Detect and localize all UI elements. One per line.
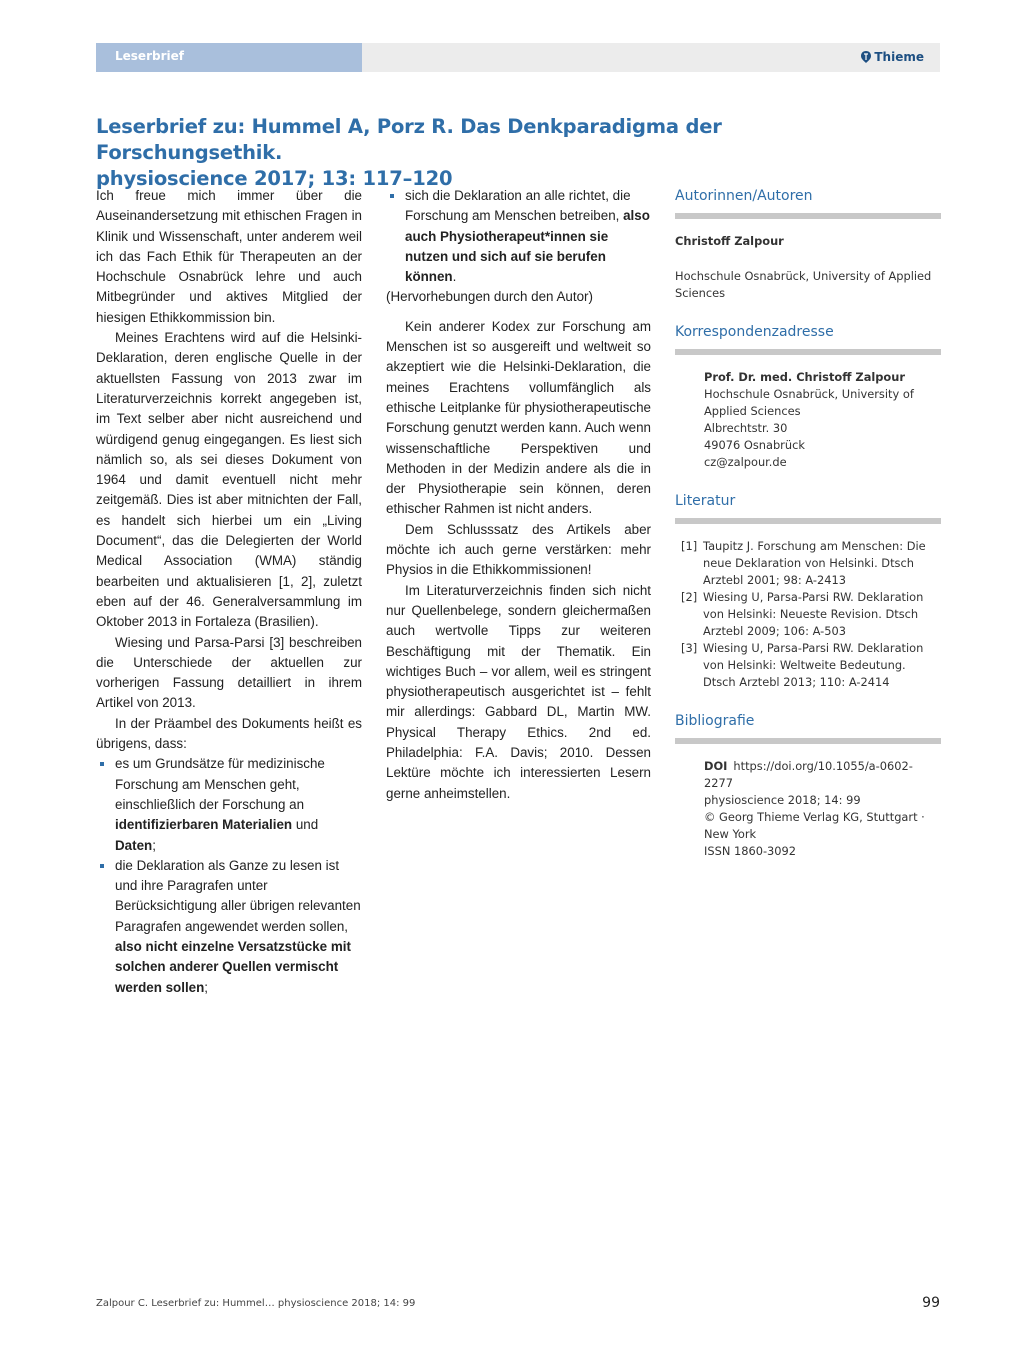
divider <box>675 213 941 219</box>
reference-item: [3] Wiesing U, Parsa-Parsi RW. Deklaration von Helsinki: Weltweite Bedeutung. Dtsch Arztebl 2013; 110: A-2414 <box>681 641 924 689</box>
paragraph-5: Kein anderer Kodex zur Forschung am Menschen ist so ausgereift und weltweit so akzeptiert wie die Helsinki-Deklaration, die meines Erachtens vollumfänglich als ethische Leitplanke für physiotherapeutische Forschung genutzt werden kann. Auch wenn wissenschaftliche Perspektiven und Methoden in der Medizin andere als die in der Physiotherapie sein können, deren ethischer Rahmen ist nicht anders. <box>386 318 651 517</box>
bib-journal: physioscience 2018; 14: 99 <box>704 793 861 807</box>
reference-item: [1] Taupitz J. Forschung am Menschen: Die neue Deklaration von Helsinki. Dtsch Arztebl 2001; 98: A-2413 <box>681 539 926 587</box>
bibliography-heading: Bibliografie <box>675 713 755 729</box>
list-item: die Deklaration als Ganze zu lesen ist und ihre Paragrafen unter Berücksichtigung aller übrigen relevanten Paragrafen angewendet werden sollen, also nicht einzelne Versatzstücke mit solchen anderer Quellen vermischt werden sollen; <box>96 856 362 998</box>
body-column-1 <box>96 186 362 998</box>
author-name: Christoff Zalpour <box>675 234 784 248</box>
thieme-logo-icon <box>861 51 871 63</box>
bibliography <box>675 758 941 860</box>
divider <box>675 349 941 355</box>
page-number: 99 <box>922 1295 940 1311</box>
title-line-1: Leserbrief zu: Hummel A, Porz R. Das Denkparadigma der Forschungsethik. <box>96 115 722 164</box>
section-tag: Leserbrief <box>96 43 362 72</box>
paragraph-1: Ich freue mich immer über die Auseinandersetzung mit ethischen Fragen in Klinik und Wissenschaft, unter anderem weil ich das Fach Ethik für Therapeuten an der Hochschule Osnabrück lehre und auch Mitbegründer und aktives Mitglied der hiesigen Ethikkommission bin. <box>96 188 362 325</box>
correspondence-institution: Hochschule Osnabrück, University of Applied Sciences <box>704 387 914 418</box>
literature-heading: Literatur <box>675 493 736 509</box>
list-item: es um Grundsätze für medizinische Forschung am Menschen geht, einschließlich der Forschung an identifizierbaren Materialien und Daten; <box>96 754 362 855</box>
sidebar <box>675 186 941 860</box>
preamble-list <box>96 754 362 998</box>
paragraph-6: Dem Schlusssatz des Artikels aber möchte ich auch gerne verstärken: mehr Physios in die Ethikkommissionen! <box>386 521 651 578</box>
paragraph-4: In der Präambel des Dokuments heißt es übrigens, dass: <box>96 715 362 752</box>
reference-list <box>675 538 941 691</box>
publisher-logo <box>861 50 924 64</box>
list-item: sich die Deklaration an alle richtet, die Forschung am Menschen betreiben, also auch Physiotherapeut*innen sie nutzen und sich auf sie berufen können. <box>386 186 651 287</box>
authors-heading: Autorinnen/Autoren <box>675 188 813 204</box>
divider <box>675 518 941 524</box>
paragraph-2: Meines Erachtens wird auf die Helsinki-Deklaration, deren englische Quelle in der aktuellsten Fassung von 2013 zwar im Literaturverzeichnis korrekt angegeben ist, im Text selber aber nicht ausreichend und würdigend genug eingegangen. Es liest sich nämlich so, als sei dieses Dokument von 1964 und damit eventuell nicht mehr zeitgemäß. Dies ist aber mitnichten der Fall, es handelt sich hierbei um ein „Living Document“, das die Delegierten der World Medical Association (WMA) ständig bearbeiten und aktualisieren [1, 2], zuletzt eben auf der 46. Generalversammlung im Oktober 2013 in Fortaleza (Brasilien). <box>96 330 362 630</box>
footer-citation: Zalpour C. Leserbrief zu: Hummel… physioscience 2018; 14: 99 <box>96 1298 416 1309</box>
divider <box>675 738 941 744</box>
correspondence-city: 49076 Osnabrück <box>704 438 805 452</box>
bib-issn: ISSN 1860-3092 <box>704 844 797 858</box>
bib-copyright: © Georg Thieme Verlag KG, Stuttgart · New York <box>704 810 925 841</box>
doi-label: DOI <box>704 759 728 773</box>
paragraph-7: Im Literaturverzeichnis finden sich nicht nur Quellenbelege, sondern gleichermaßen auch wertvolle Tipps zur weiteren Beschäftigung mit der Thematik. Ein wichtiges Buch – vor allem, weil es stringent physiotherapeutisch ausgerichtet ist – fehlt mir allerdings: Gabbard DL, Martin MW. Physical Therapy Ethics. 2nd ed. Philadelphia: F.A. Davis; 2010. Dessen Lektüre möchte ich interessierten Lesern gerne anheimstellen. <box>386 582 651 801</box>
correspondence-address <box>675 369 941 471</box>
header-bar <box>96 43 940 72</box>
correspondence-street: Albrechtstr. 30 <box>704 421 788 435</box>
article-title <box>96 114 856 192</box>
preamble-list-continued <box>386 186 651 287</box>
body-column-2 <box>386 186 651 804</box>
title-line-2: physioscience 2017; 13: 117–120 <box>96 167 453 190</box>
correspondence-name: Prof. Dr. med. Christoff Zalpour <box>704 370 905 384</box>
emphasis-note: (Hervorhebungen durch den Autor) <box>386 289 593 305</box>
correspondence-email[interactable]: cz@zalpour.de <box>704 455 787 469</box>
correspondence-heading: Korrespondenzadresse <box>675 324 834 340</box>
paragraph-3: Wiesing und Parsa-Parsi [3] beschreiben die Unterschiede der aktuellen zur vorherigen Fassung detailliert in ihrem Artikel von 2013. <box>96 634 362 711</box>
author-affiliation: Hochschule Osnabrück, University of Applied Sciences <box>675 269 932 300</box>
reference-item: [2] Wiesing U, Parsa-Parsi RW. Deklaration von Helsinki: Neueste Revision. Dtsch Arztebl 2009; 106: A-503 <box>681 590 924 638</box>
doi-link[interactable]: https://doi.org/10.1055/a-0602-2277 <box>704 759 913 790</box>
publisher-name: Thieme <box>874 50 924 64</box>
